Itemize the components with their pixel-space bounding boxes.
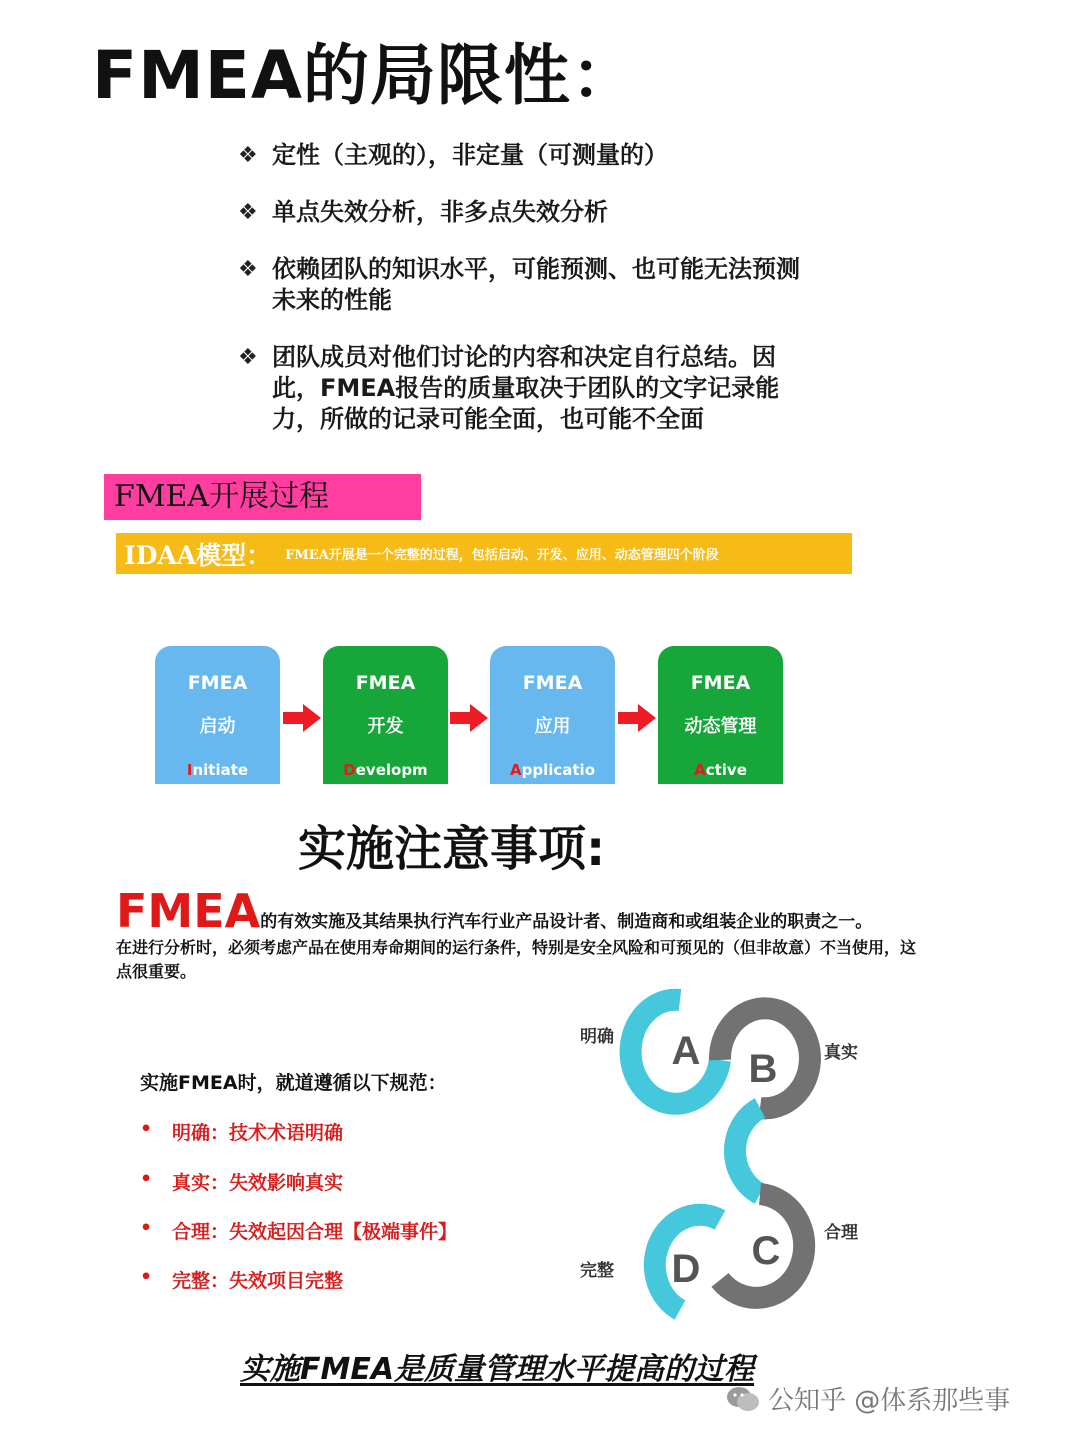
notes-title: 实施注意事项: bbox=[298, 821, 606, 877]
rule-item: • 合理：失效起因合理【极端事件】 bbox=[140, 1217, 458, 1243]
wechat-icon bbox=[726, 1385, 760, 1413]
conclusion-text: 实施FMEA是质量管理水平提高的过程 bbox=[240, 1352, 755, 1387]
rule-item: • 完整：失效项目完整 bbox=[140, 1266, 344, 1292]
letter-c: C bbox=[751, 1229, 781, 1273]
diamond-bullet-icon: ❖ bbox=[238, 200, 258, 225]
letter-d: D bbox=[671, 1247, 701, 1291]
rule-item: • 明确：技术术语明确 bbox=[140, 1118, 344, 1144]
list-item: ❖ 依赖团队的知识水平，可能预测、也可能无法预测未来的性能 bbox=[238, 255, 800, 314]
stage-initiate: FMEA 启动 Initiate bbox=[155, 646, 280, 784]
process-banner: FMEA开展过程 bbox=[104, 474, 421, 520]
list-item: ❖ 定性（主观的），非定量（可测量的） bbox=[238, 141, 668, 169]
rule-item: • 真实：失效影响真实 bbox=[140, 1168, 344, 1194]
stage-application: FMEA 应用 Applicatio bbox=[490, 646, 615, 784]
fmea-emphasis: FMEA bbox=[116, 884, 261, 938]
arc-mid bbox=[735, 1108, 760, 1194]
letter-a: A bbox=[671, 1029, 701, 1073]
label-real: 真实 bbox=[824, 1043, 858, 1063]
arrow-right-icon bbox=[450, 704, 488, 732]
arrow-right-icon bbox=[618, 704, 656, 732]
idaa-title: IDAA模型： bbox=[124, 540, 272, 570]
list-item: ❖ 单点失效分析，非多点失效分析 bbox=[238, 198, 608, 226]
label-clear: 明确 bbox=[580, 1027, 614, 1047]
diamond-bullet-icon: ❖ bbox=[238, 257, 258, 282]
intro-paragraph: FMEA的有效实施及其结果执行汽车行业产品设计者、制造商和或组装企业的职责之一。 在进行分析时，必须考虑产品在使用寿命期间的运行条件，特别是安全风险和可预见的（但非故意）不当使用，这点很重要。 bbox=[116, 884, 917, 981]
letter-b: B bbox=[748, 1047, 778, 1091]
label-reasonable: 合理 bbox=[824, 1223, 858, 1243]
idaa-banner bbox=[116, 533, 852, 574]
page-title: FMEA的局限性： bbox=[92, 37, 638, 114]
list-item: ❖ 团队成员对他们讨论的内容和决定自行总结。因此，FMEA报告的质量取决于团队的文字记录能力，所做的记录可能全面，也可能不全面 bbox=[238, 343, 780, 433]
diamond-bullet-icon: ❖ bbox=[238, 345, 258, 370]
rules-heading: 实施FMEA时，就道遵循以下规范： bbox=[140, 1072, 447, 1094]
stage-develop: FMEA 开发 Developm bbox=[323, 646, 448, 784]
limitations-list bbox=[238, 140, 838, 461]
diamond-bullet-icon: ❖ bbox=[238, 143, 258, 168]
stage-active: FMEA 动态管理 Active bbox=[658, 646, 783, 784]
idaa-subtitle: FMEA开展是一个完整的过程，包括启动、开发、应用、动态管理四个阶段 bbox=[285, 548, 719, 563]
label-complete: 完整 bbox=[580, 1261, 614, 1281]
watermark: 公知乎 @体系那些事 bbox=[726, 1380, 1010, 1417]
arrow-right-icon bbox=[283, 704, 321, 732]
